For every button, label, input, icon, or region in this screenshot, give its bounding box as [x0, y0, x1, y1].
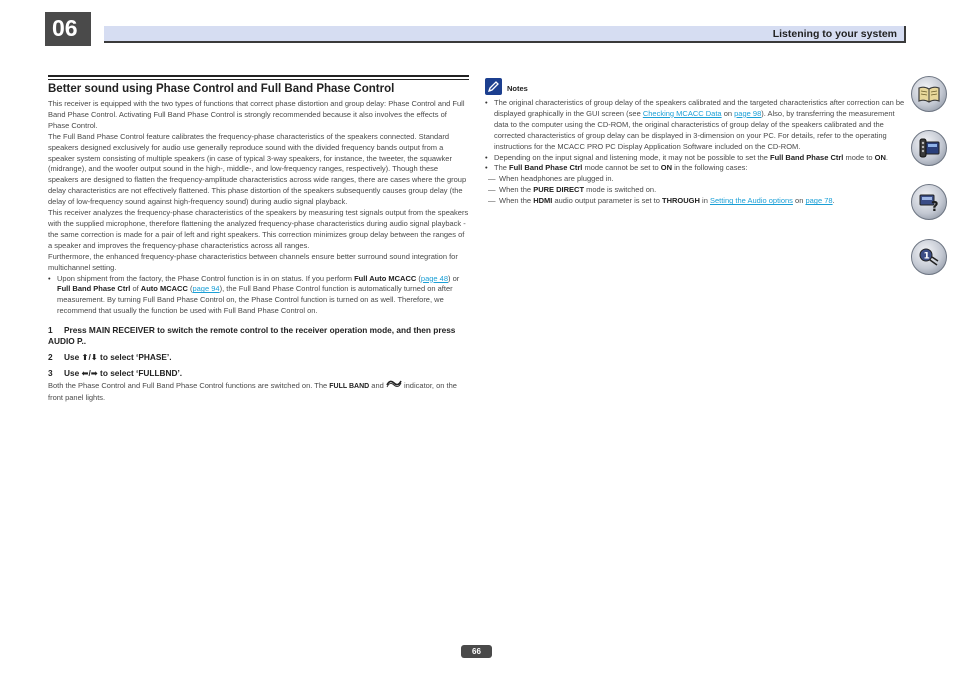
note-cannot-set: • The Full Band Phase Ctrl mode cannot be set to ON in the following cases: [485, 163, 906, 174]
section-heading: Better sound using Phase Control and Full Band Phase Control [48, 83, 395, 95]
troubleshooting-question-icon[interactable] [911, 184, 947, 220]
case-pure-direct: — When the PURE DIRECT mode is switched on. [485, 185, 906, 196]
step-2: 2 Use ⬆/⬇ to select ‘PHASE’. [48, 352, 172, 363]
step-3: 3 Use ⬅/➡ to select ‘FULLBND’. [48, 368, 183, 379]
section-header-bar [104, 26, 906, 43]
left-right-arrow-icon: ⬅/➡ [81, 368, 98, 379]
link-page-94[interactable]: page 94 [192, 284, 220, 294]
remote-and-receiver-icon[interactable] [911, 130, 947, 166]
integration-paragraph: Furthermore, the enhanced frequency-phase characteristics between channels ensure better surround sound integration for multichannel setting. [48, 251, 458, 272]
step-1: 1 Press MAIN RECEIVER to switch the remote control to the receiver operation mode, and then press AUDIO P.. [48, 325, 456, 347]
pencil-icon [485, 78, 502, 95]
phase-indicator-icon [386, 379, 402, 388]
link-page-48[interactable]: page 48 [420, 273, 449, 283]
notes-title: Notes [507, 84, 528, 94]
intro-paragraph: This receiver is equipped with the two types of functions that correct phase distortion and group delay: Phase Control and Full Band Phase Control. Activating Full Band Phase Control is strongly recommended because it also involves the effects of Phase Control. [48, 99, 465, 130]
note-gui-display: • The original characteristics of group delay of the speakers calibrated and the targeted characteristics after correction can be displayed graphically in the GUI screen (see Checking MCACC Data on page 98). Also, by transferring the measurement data to the computer using the CD-ROM, the original characteristics of group delay of the speakers calibrated and the corrected characteristics of group delay can be displayed in 3-dimension on your PC. For details, refer to the operating instructions for the MCACC PRO PC Display Application Software included on the CD-ROM. [485, 98, 906, 153]
notes-column [485, 75, 906, 207]
link-checking-mcacc-data[interactable]: Checking MCACC Data [642, 108, 722, 118]
svg-text:1: 1 [923, 251, 930, 262]
svg-text:?: ? [931, 200, 939, 213]
section-title: Listening to your system [772, 28, 897, 40]
note-input-signal: • Depending on the input signal and listening mode, it may not be possible to set the Full Band Phase Ctrl mode to ON. [485, 153, 906, 164]
link-setting-audio-options[interactable]: Setting the Audio options [709, 196, 793, 206]
result-paragraph: Both the Phase Control and Full Band Phase Control functions are switched on. The FULL BAND and indicator, on the front panel lights. [48, 381, 457, 403]
analysis-paragraph: This receiver analyzes the frequency-phase characteristics of the speakers by measuring test signals output from the speakers with the supplied microphone, therefore flattening the analyzed frequency-phase characteristics during audio signal playback - the same correction is made for a pair of left and right speakers. This correction minimizes group delay between the ranges of a speaker and improves the frequency-phase characteristics across all ranges. [48, 208, 469, 250]
case-headphones: — When headphones are plugged in. [485, 174, 906, 185]
notes-header [485, 75, 906, 95]
link-page-78[interactable]: page 78 [805, 196, 833, 206]
left-column [48, 75, 469, 404]
help-support-icon[interactable] [911, 239, 947, 275]
link-page-98[interactable]: page 98 [734, 108, 762, 118]
page-number: 66 [461, 645, 492, 658]
table-of-contents-book-icon[interactable] [911, 76, 947, 112]
factory-setting-bullet: • Upon shipment from the factory, the Phase Control function is in on status. If you perform Full Auto MCACC (page 48) or Full Band Phase Ctrl of Auto MCACC (page 94), the Full Band Phase Control function is automatically turned on after measurement. By turning Full Band Phase Control on, the Phase Control function is turned on as well. Therefore, we recommend that usually the function be used with Full Band Phase Control on. [48, 274, 469, 318]
case-hdmi-through: — When the HDMI audio output parameter is set to THROUGH in Setting the Audio options on page 78. [485, 196, 906, 207]
calibration-paragraph: The Full Band Phase Control feature calibrates the frequency-phase characteristics of the speakers connected. Standard speakers designed exclusively for audio use generally reproduce sound with the divided frequency bands output from a speaker system consisting of multiple speakers (in case of typical 3-way speakers, for instance, the tweeter, the squawker (midrange), and the woofer output sound in the high-, middle-, and low-frequency ranges, respectively). Though these speakers are designed to flatten the frequency-amplitude characteristics across wide ranges, there are cases where the group delay characteristics are not effectively flattened. This phase distortion of the speakers subsequently causes group delay (the delay of low-frequency sound against high-frequency sound) during audio signal playback. [48, 131, 467, 207]
up-down-arrow-icon: ⬆/⬇ [81, 352, 98, 363]
chapter-number-box [45, 12, 91, 46]
chapter-number: 06 [52, 15, 78, 41]
section-rule [48, 75, 469, 80]
